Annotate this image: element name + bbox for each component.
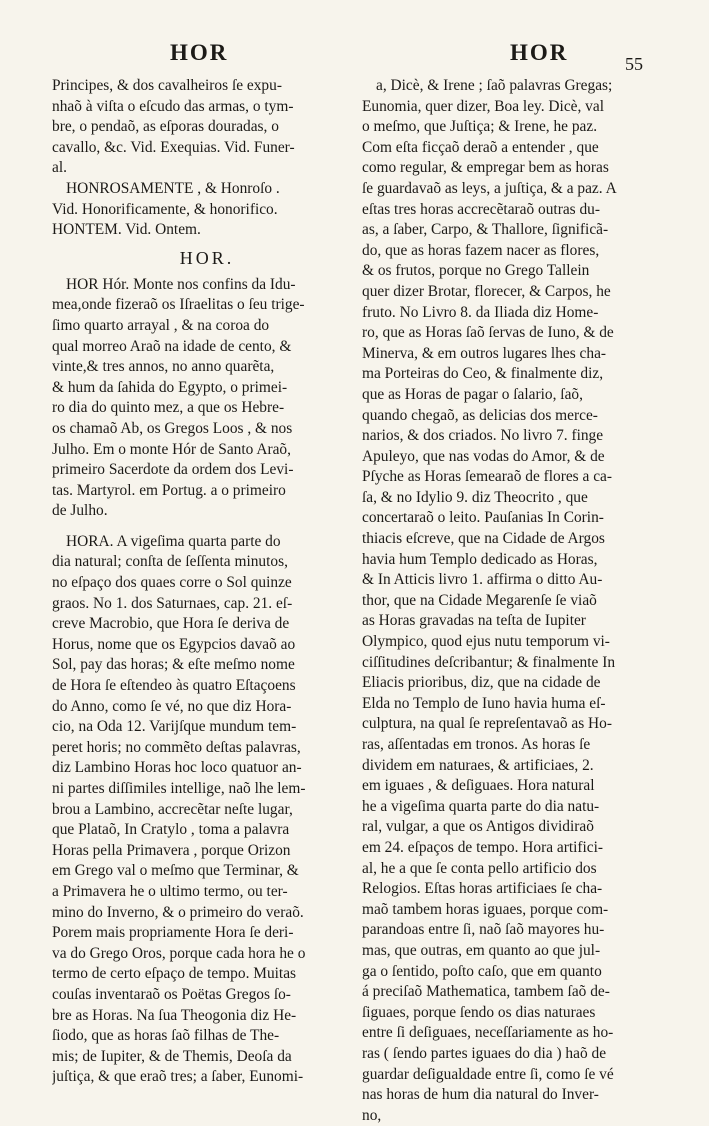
entry-line: Vid. Honorificamente, & honorifico. — [52, 200, 278, 218]
text-line: ſa, & no Idylio 9. diz Theocrito , que — [362, 488, 588, 506]
text-line: Principes, & dos cavalheiros ſe expu- — [52, 77, 282, 94]
entry-line: HONTEM. Vid. Ontem. — [52, 221, 201, 239]
text-line: a, Dicè, & Irene ; ſaõ palavras Gregas; — [376, 77, 613, 94]
text-line: thiacis eſcreve, que na Cidade de Argos — [362, 530, 605, 548]
text-line: ſiguaes, porque ſendo os dias naturaes — [362, 1003, 596, 1021]
text-line: Eunomia, quer dizer, Boa ley. Dicè, val — [362, 97, 604, 115]
text-line: o meſmo, que Juſtiça; & Irene, he paz. — [362, 118, 598, 136]
text-line: Olympico, quod ejus nutu temporum vi- — [362, 633, 610, 651]
text-line: peret horis; no commẽto deſtas palavras, — [52, 738, 301, 756]
text-line: guardar deſigualdade entre ſi, como ſe vé — [362, 1065, 614, 1083]
text-line: Julho. Em o monte Hór de Santo Araõ, — [52, 440, 291, 458]
text-line: ro dia do quinto mez, a que os Hebre- — [52, 399, 285, 417]
text-line: Horas pella Primavera , porque Orizon — [52, 841, 291, 859]
text-line: narios, & dos criados. No livro 7. finge — [362, 427, 604, 445]
text-line: fruto. No Livro 8. da Iliada diz Home- — [362, 303, 599, 321]
text-line: cio, na Oda 12. Varijſque mundum tem- — [52, 718, 297, 736]
text-line: Horus, nome que os Egypcios davaõ ao — [52, 635, 296, 653]
text-line: nhaõ à viſta o eſcudo das armas, o tym- — [52, 97, 294, 115]
text-line: quando chegaõ, as delicias dos merce- — [362, 406, 598, 424]
text-line: Sol, pay das horas; & eſte meſmo nome — [52, 656, 295, 674]
text-line: as Horas gravadas na teſta de Iupiter — [362, 612, 586, 630]
left-body-text — [52, 275, 342, 1088]
text-line: ſe guardavaõ as leys, a juſtiça, & a paz. A — [362, 179, 617, 197]
section-heading: HOR. — [179, 247, 235, 268]
text-line: couſas inventaraõ os Poëtas Gregos ſo- — [52, 985, 291, 1003]
text-line: he a vigeſima quarta parte do dia natu- — [362, 797, 600, 815]
text-line: vinte,& tres annos, no anno quarẽta, — [52, 358, 275, 376]
text-line: Eliacis prioribus, diz, que na cidade de — [362, 674, 601, 692]
text-line: thor, que na Cidade Megarenſe ſe viaõ — [362, 591, 597, 609]
text-line: Minerva, & em outros lugares lhes cha- — [362, 344, 607, 362]
text-line: em 24. eſpaços de tempo. Hora artifici- — [362, 838, 604, 856]
text-line: em iguaes , & deſiguaes. Hora natural — [362, 777, 595, 795]
text-line: que Plataõ, In Cratylo , toma a palavra — [52, 821, 290, 839]
text-line: qual morreo Araõ na idade de cento, & — [52, 337, 292, 355]
text-line: bre as Horas. Na ſua Theogonia diz He- — [52, 1006, 297, 1024]
text-line: de Julho. — [52, 502, 108, 520]
text-line: parandoas entre ſi, naõ ſaõ mayores hu- — [362, 921, 605, 939]
text-line: cavallo, &c. Vid. Exequias. Vid. Funer- — [52, 138, 295, 156]
right-running-headword: HOR — [510, 40, 569, 65]
text-line: no, — [362, 1106, 382, 1124]
text-line: a Primavera he o ultimo termo, ou ter- — [52, 882, 288, 900]
left-entries — [52, 179, 342, 241]
text-line: como regular, & empregar bem as horas — [362, 159, 609, 177]
text-line: primeiro Sacerdote da ordem dos Levi- — [52, 461, 294, 479]
text-line: á preciſaõ Mathematica, tambem ſaõ de- — [362, 983, 610, 1001]
text-line: creve Macrobio, que Hora ſe deriva de — [52, 615, 290, 633]
text-line: quer dizer Brotar, florecer, & Carpos, he — [362, 282, 611, 300]
text-line: al, he a que ſe conta pello artificio dos — [362, 859, 597, 877]
right-column — [362, 76, 634, 1126]
text-line: ni partes diſſimiles intellige, naõ lhe lem- — [52, 780, 306, 797]
page-number: 55 — [625, 54, 643, 74]
text-line: & os frutos, porque no Grego Tallein — [362, 262, 590, 280]
text-line: eſtas tres horas accrecẽtaraõ outras du- — [362, 200, 600, 218]
text-line — [52, 522, 342, 532]
left-column — [52, 76, 342, 1088]
text-line: de Hora ſe eſtendeo às quatro Eſtaçoens — [52, 677, 296, 695]
text-line: brou a Lambino, accrecẽtar neſte lugar, — [52, 800, 293, 818]
text-line: Pſyche as Horas ſemearaõ de flores a ca- — [362, 468, 612, 486]
text-line: ral, vulgar, a que os Antigos dividiraõ — [362, 818, 594, 836]
text-line: tas. Martyrol. em Portug. a o primeiro — [52, 481, 286, 499]
text-line: do Anno, como ſe vé, no que diz Hora- — [52, 697, 292, 715]
text-line: ma Porteiras do Ceo, & finalmente diz, — [362, 365, 604, 383]
text-line: ro, que as Horas ſaõ ſervas de Iuno, & de — [362, 324, 614, 342]
text-line: Com eſta ficçaõ deraõ a entender , que — [362, 138, 599, 156]
text-line: Relogios. Eſtas horas artificiaes ſe cha- — [362, 880, 603, 898]
text-line: & hum da ſahida do Egypto, o primei- — [52, 378, 288, 396]
text-line: os chamaõ Ab, os Gregos Loos , & nos — [52, 419, 293, 437]
right-body-text — [362, 76, 634, 1126]
text-line: dividem em naturaes, & artificiaes, 2. — [362, 756, 594, 774]
text-line: HOR Hór. Monte nos confins da Idu- — [66, 275, 296, 293]
text-line: maõ tambem horas iguaes, porque com- — [362, 900, 609, 918]
text-line: culptura, na qual ſe repreſentavaõ as Ho- — [362, 715, 612, 733]
left-running-headword: HOR — [170, 40, 229, 65]
text-line: mino do Inverno, & o primeiro do veraõ. — [52, 903, 304, 921]
text-line: mis; de Iupiter, & de Themis, Deoſa da — [52, 1047, 292, 1065]
text-line: mas, que outras, em quanto ao que jul- — [362, 941, 601, 959]
text-line: do, que as horas fazem nacer as flores, — [362, 241, 600, 259]
text-line: & In Atticis livro 1. affirma o ditto Au- — [362, 571, 603, 589]
text-line: va do Grego Oros, porque cada hora he o — [52, 944, 306, 962]
text-line: HORA. A vigeſima quarta parte do — [66, 532, 281, 550]
text-line: concertaraõ o leito. Pauſanias In Corin- — [362, 509, 604, 527]
text-line: nas horas de hum dia natural do Inver- — [362, 1086, 599, 1104]
text-line: as, a ſaber, Carpo, & Thallore, ſignificã- — [362, 221, 609, 239]
text-line: bre, o pendaõ, as eſporas douradas, o — [52, 118, 279, 136]
text-line: juſtiça, & que eraõ tres; a ſaber, Eunomi- — [52, 1068, 304, 1086]
text-line: entre ſi deſiguaes, neceſſariamente as ho- — [362, 1024, 614, 1042]
text-line: havia hum Templo dedicado as Horas, — [362, 550, 598, 568]
text-line: dia natural; conſta de ſeſſenta minutos, — [52, 553, 288, 571]
text-line: ras ( ſendo partes iguaes do dia ) haõ de — [362, 1044, 607, 1062]
text-line: al. — [52, 159, 67, 177]
text-line: em Grego val o meſmo que Terminar, & — [52, 862, 299, 880]
text-line: Porem mais propriamente Hora ſe deri- — [52, 924, 294, 942]
text-line: ras, aſſentadas em tronos. As horas ſe — [362, 736, 591, 753]
text-line: que as Horas de pagar o ſalario, ſaõ, — [362, 385, 583, 403]
text-line: no eſpaço dos quaes corre o Sol quinze — [52, 574, 292, 592]
text-line: ga o ſentido, poſto caſo, que em quanto — [362, 962, 602, 980]
text-line: ſiodo, que as horas ſaõ filhas de The- — [52, 1027, 280, 1045]
text-line: Apuleyo, que nas vodas do Amor, & de — [362, 447, 605, 465]
text-line: ciſſitudines deſcribantur; & finalmente In — [362, 653, 616, 671]
text-line: Elda no Templo de Iuno havia huma eſ- — [362, 694, 606, 712]
text-line: diz Lambino Horas hoc loco quatuor an- — [52, 759, 302, 777]
text-line: ſimo quarto arrayal , & na coroa do — [52, 316, 270, 334]
left-continued-text — [52, 76, 342, 179]
text-line: mea,onde fizeraõ os Iſraelitas o ſeu trige- — [52, 296, 305, 314]
text-line: graos. No 1. dos Saturnaes, cap. 21. eſ- — [52, 594, 293, 612]
entry-line: HONROSAMENTE , & Honroſo . — [66, 179, 280, 197]
text-line: termo de certo eſpaço de tempo. Muitas — [52, 965, 297, 983]
